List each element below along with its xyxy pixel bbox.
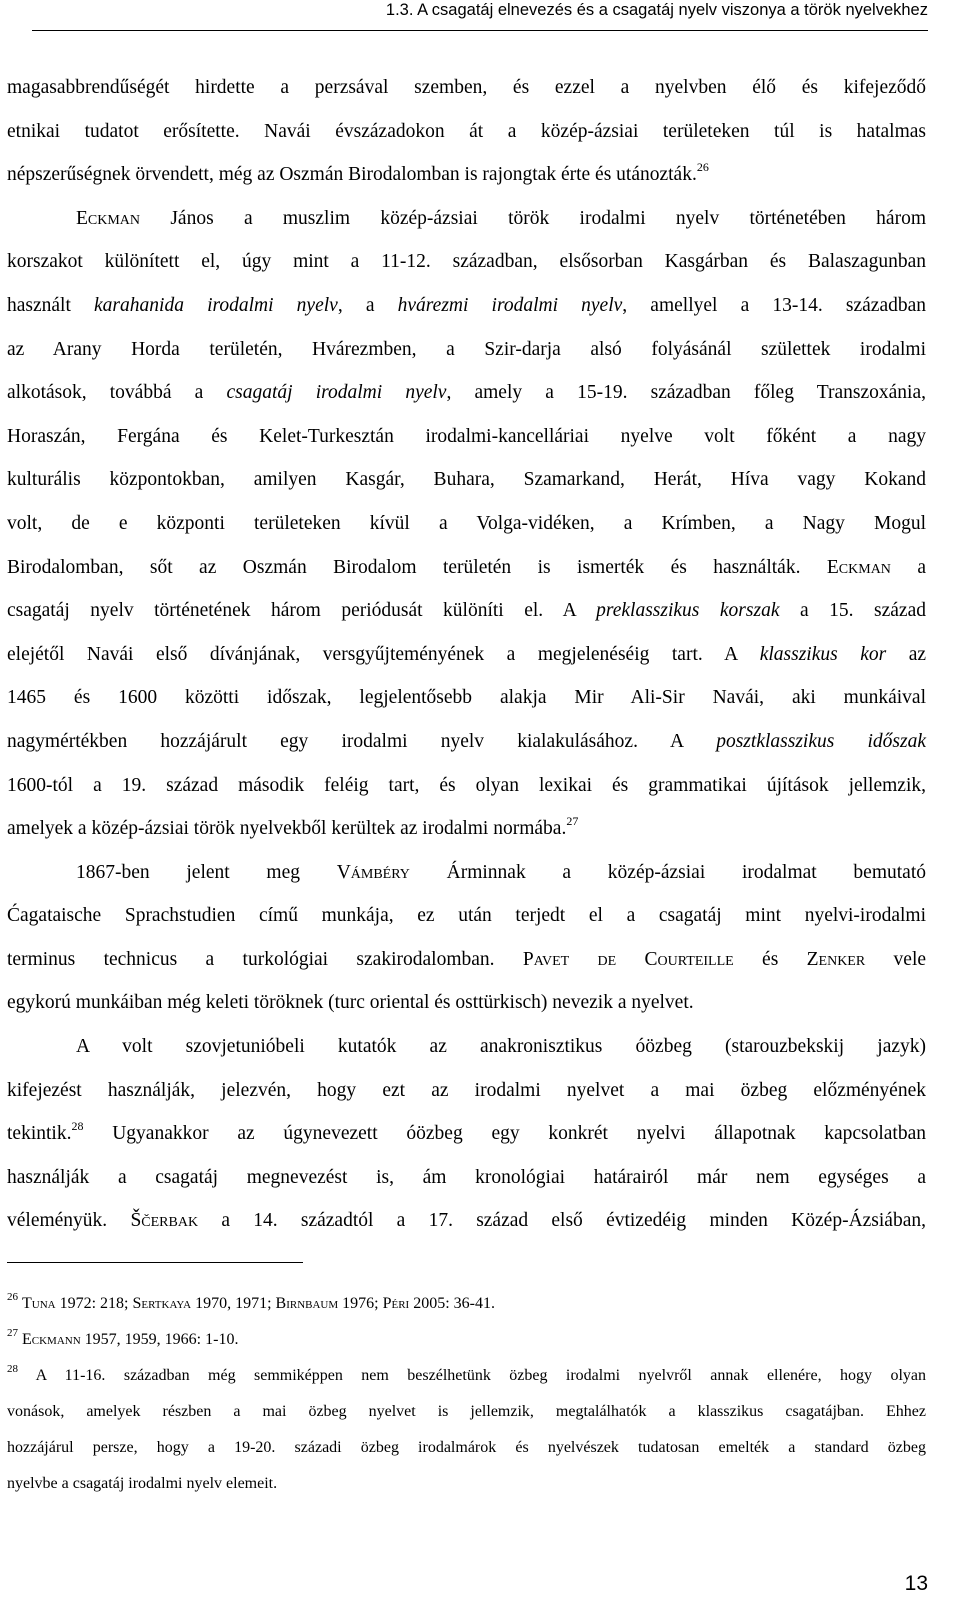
author-name: Pavet de Courteille <box>522 948 734 970</box>
text-run: az <box>886 643 927 665</box>
text-line: A volt szovjetunióbeli kutatók az anakronisztikus óözbeg (starouzbekskij jazyk) <box>76 1036 926 1058</box>
text-run: A 11-16. században még semmiképpen nem beszélhetünk özbeg irodalmi nyelvről annak ellenére, hogy olyan <box>35 1367 926 1384</box>
text-run: 1970, 1971; <box>191 1295 276 1312</box>
text-line: volt, de e központi területeken kívül a Volga-vidéken, a Krímben, a Nagy Mogul <box>7 512 926 534</box>
text-line: korszakot különített el, úgy mint a 11-12. században, elsősorban Kasgárban és Balaszagunban <box>7 251 926 273</box>
text-line <box>7 807 926 851</box>
text-line: Horaszán, Fergána és Kelet-Turkesztán irodalmi-kancelláriai nyelve volt főként a nagy <box>7 425 926 447</box>
author-name: Zenker <box>806 948 866 970</box>
text-run: 1867-ben jelent meg <box>76 861 337 883</box>
text-run: terminus technicus a turkológiai szakirodalomban. <box>7 948 523 970</box>
text-run: a 14. századtól a 17. század első évtizedéig minden Közép-Ázsiában, <box>198 1210 926 1232</box>
text-line <box>7 1199 926 1243</box>
text-line: az Arany Horda területén, Hvárezmben, a Szir-darja alsó folyásánál születtek irodalmi <box>7 338 926 360</box>
author-name: Tuna <box>22 1295 56 1312</box>
text-line <box>7 938 926 982</box>
text-run: amelyek a közép-ázsiai török nyelvekből kerültek az irodalmi normába. <box>7 818 567 840</box>
text-line <box>7 589 926 633</box>
text-run: a <box>890 556 927 578</box>
text-run: alkotások, továbbá a <box>7 382 227 404</box>
footnote-27 <box>7 1328 926 1364</box>
text-run: nagymértékben hozzájárult egy irodalmi nyelv kialakulásához. A <box>7 730 717 752</box>
text-run: 1972: 218; <box>55 1295 133 1312</box>
text-line: egykorú munkáiban még keleti töröknek (turc oriental és osttürkisch) nevezik a nyelvet. <box>7 992 694 1014</box>
footnote-number: 27 <box>7 1327 18 1339</box>
term-italic: posztklasszikus időszak <box>716 730 926 752</box>
text-line <box>7 197 926 241</box>
text-run: Árminnak a közép-ázsiai irodalmat bemutató <box>409 861 926 883</box>
running-header: 1.3. A csagatáj elnevezés és a csagatáj nyelv viszonya a török nyelvekhez <box>385 1 928 19</box>
author-name: Birnbaum <box>275 1295 339 1312</box>
text-line: Ćagataische Sprachstudien című munkája, ez után terjedt el a csagatáj mint nyelvi-irodalmi <box>7 905 926 927</box>
text-run: csagatáj nyelv történetének három periódusát különíti el. A <box>7 600 597 622</box>
author-name: Sertkaya <box>132 1295 192 1312</box>
text-run: , a <box>337 294 398 316</box>
text-run: használt <box>7 294 95 316</box>
footnote-number: 28 <box>7 1363 18 1375</box>
text-line <box>7 546 926 590</box>
text-run: népszerűségnek örvendett, még az Oszmán Birodalomban is rajongtak érte és utánozták. <box>7 164 697 186</box>
text-line: etnikai tudatot erősítette. Navái évszázadokon át a közép-ázsiai területeken túl is hatalmas <box>7 120 926 142</box>
text-run: 1976; <box>338 1295 383 1312</box>
text-line: magasabbrendűségét hirdette a perzsával szemben, és ezzel a nyelvben élő és kifejeződő <box>7 77 926 98</box>
footnote-28 <box>7 1364 926 1400</box>
text-line: 1600-tól a 19. század második feléig tart, és olyan lexikai és grammatikai újítások jellemzik, <box>7 774 926 796</box>
footnote-ref-27[interactable]: 27 <box>566 814 579 829</box>
text-line: kifejezést használják, jelezvén, hogy ezt az irodalmi nyelvet a mai özbeg előzményének <box>7 1079 926 1101</box>
text-line <box>7 851 926 895</box>
term-italic: preklasszikus korszak <box>596 600 780 622</box>
footnote-divider <box>7 1262 303 1263</box>
text-line <box>7 153 926 197</box>
text-line <box>7 1112 926 1156</box>
text-run: , amely a 15-19. században főleg Transzoxánia, <box>446 382 926 404</box>
author-name: Vámbéry <box>336 861 410 883</box>
term-italic: karahanida irodalmi nyelv <box>94 294 338 316</box>
text-line <box>7 284 926 328</box>
footnote-ref-28[interactable]: 28 <box>71 1119 84 1134</box>
text-run: Ugyanakkor az úgynevezett óözbeg egy konkrét nyelvi állapotnak kapcsolatban <box>83 1123 926 1145</box>
text-line: 1465 és 1600 közötti időszak, legjelentősebb alakja Mir Ali-Sir Navái, aki munkáival <box>7 687 926 709</box>
text-run: , amellyel a 13-14. században <box>622 294 926 316</box>
text-run: véleményük. <box>7 1210 131 1232</box>
text-run: 1957, 1959, 1966: 1-10. <box>80 1331 239 1348</box>
text-run: és <box>733 948 807 970</box>
author-name: Eckman <box>826 556 891 578</box>
text-line <box>7 720 926 764</box>
term-italic: csagatáj irodalmi nyelv <box>226 382 447 404</box>
text-run: János a muszlim közép-ázsiai török irodalmi nyelv történetében három <box>140 207 926 229</box>
text-line <box>7 633 926 677</box>
term-italic: hvárezmi irodalmi nyelv <box>397 294 623 316</box>
page-number: 13 <box>904 1572 928 1595</box>
footnote-ref-26[interactable]: 26 <box>696 160 709 175</box>
footnote-28-line: vonások, amelyek részben a mai özbeg nyelvet is jellemzik, megtalálhatók a klasszikus csagatájban. Ehhez <box>7 1403 926 1420</box>
author-name: Ščerbak <box>130 1210 199 1232</box>
text-run: elejétől Navái első dívánjának, versgyűjteményének a megjelenéséig tart. A <box>7 643 760 665</box>
footnotes <box>7 1292 926 1508</box>
footnote-28-line: nyelvbe a csagatáj irodalmi nyelv elemeit. <box>7 1475 278 1492</box>
author-name: Eckman <box>76 207 141 229</box>
footnote-number: 26 <box>7 1291 18 1303</box>
author-name: Eckmann <box>22 1331 81 1348</box>
footnote-26 <box>7 1292 926 1328</box>
text-run: tekintik. <box>7 1123 72 1145</box>
body-text <box>7 66 926 1243</box>
author-name: Péri <box>382 1295 410 1312</box>
header-divider <box>32 30 928 31</box>
text-run: vele <box>865 948 927 970</box>
footnote-28-line: hozzájárul persze, hogy a 19-20. századi özbeg irodalmárok és nyelvészek tudatosan emelték a standard özbeg <box>7 1439 926 1456</box>
text-line: használják a csagatáj megnevezést is, ám kronológiai határairól már nem egységes a <box>7 1166 926 1188</box>
text-line: kulturális központokban, amilyen Kasgár, Buhara, Szamarkand, Herát, Híva vagy Kokand <box>7 469 926 491</box>
text-line <box>7 371 926 415</box>
text-run: a 15. század <box>779 600 926 622</box>
term-italic: klasszikus kor <box>759 643 887 665</box>
text-run: Birodalomban, sőt az Oszmán Birodalom területén is ismerték és használták. <box>7 556 827 578</box>
text-run: 2005: 36-41. <box>409 1295 495 1312</box>
